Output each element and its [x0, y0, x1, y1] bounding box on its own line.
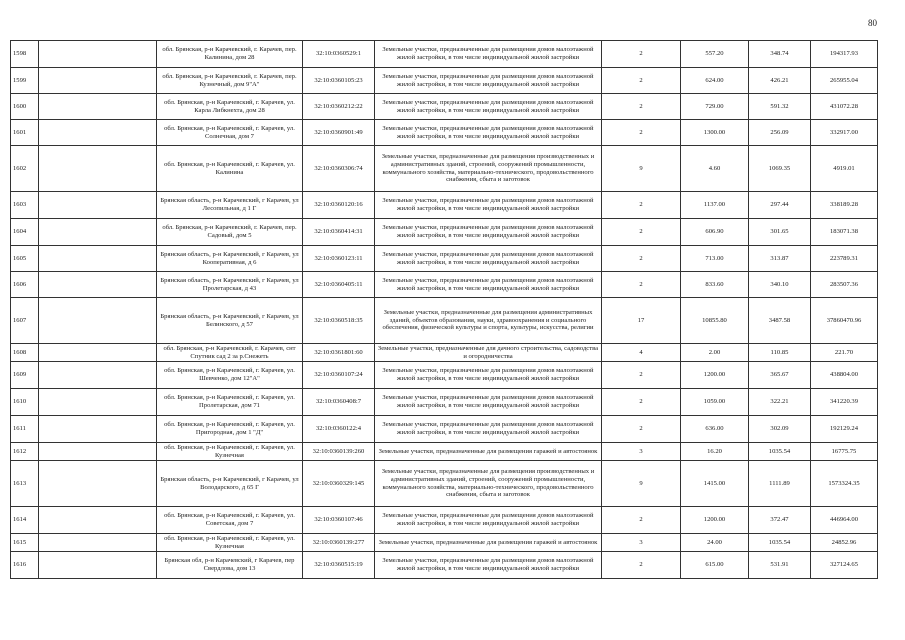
cadastral-value-cell: 221.70	[811, 344, 878, 362]
cadastral-value-cell: 223789.31	[811, 246, 878, 272]
cadastral-value-cell: 338189.28	[811, 192, 878, 219]
cadastral-number-cell: 32:10:0360529:1	[303, 41, 375, 68]
cadastral-value-cell: 1573324.35	[811, 461, 878, 507]
land-use-cell: Земельные участки, предназначенные для размещения домов малоэтажной жилой застройки, в том числе индивидуальной жилой застройки	[375, 68, 602, 94]
row-number: 1604	[11, 219, 39, 246]
cadastral-number-cell: 32:10:0360139:260	[303, 443, 375, 461]
group-cell: 2	[602, 362, 681, 389]
blank-cell	[39, 68, 157, 94]
address-cell: обл. Брянская, р-н Карачевский, г. Карачев, ул. Советская, дом 7	[157, 507, 303, 534]
land-use-cell: Земельные участки, предназначенные для размещения административных зданий, объектов образования, науки, здравоохранения и социального обеспечения, физической культуры и спорта, культуры, искусства, религии	[375, 298, 602, 344]
group-cell: 2	[602, 41, 681, 68]
area-cell: 2.00	[681, 344, 749, 362]
cadastral-value-cell: 283507.36	[811, 272, 878, 298]
table-row	[11, 534, 878, 552]
table-row	[11, 416, 878, 443]
cadastral-number-cell: 32:10:0361801:60	[303, 344, 375, 362]
cadastral-value-cell: 192129.24	[811, 416, 878, 443]
rate-cell: 372.47	[749, 507, 811, 534]
address-cell: обл. Брянская, р-н Карачевский, г. Карачев, снт Спутник сад 2 за р.Снежеть	[157, 344, 303, 362]
row-number: 1609	[11, 362, 39, 389]
address-cell: обл. Брянская, р-н Карачевский, г. Карачев, ул. Карла Либкнехта, дом 28	[157, 94, 303, 120]
table-row	[11, 461, 878, 507]
blank-cell	[39, 552, 157, 579]
land-use-cell: Земельные участки, предназначенные для размещения домов малоэтажной жилой застройки, в том числе индивидуальной жилой застройки	[375, 219, 602, 246]
cadastral-value-cell: 4919.01	[811, 146, 878, 192]
cadastral-value-cell: 183071.38	[811, 219, 878, 246]
cadastral-number-cell: 32:10:0360414:31	[303, 219, 375, 246]
address-cell: Брянская область, р-н Карачевский, г Карачев, ул Володарского, д 65 Г	[157, 461, 303, 507]
rate-cell: 1111.89	[749, 461, 811, 507]
table-row	[11, 389, 878, 416]
group-cell: 3	[602, 443, 681, 461]
land-parcel-table	[10, 40, 878, 579]
rate-cell: 531.91	[749, 552, 811, 579]
group-cell: 2	[602, 507, 681, 534]
cadastral-value-cell: 431072.28	[811, 94, 878, 120]
row-number: 1601	[11, 120, 39, 146]
cadastral-number-cell: 32:10:0360139:277	[303, 534, 375, 552]
area-cell: 624.00	[681, 68, 749, 94]
address-cell: Брянская область, р-н Карачевский, г Карачев, ул Белинского, д 57	[157, 298, 303, 344]
cadastral-number-cell: 32:10:0360123:11	[303, 246, 375, 272]
row-number: 1606	[11, 272, 39, 298]
area-cell: 1200.00	[681, 362, 749, 389]
area-cell: 615.00	[681, 552, 749, 579]
group-cell: 4	[602, 344, 681, 362]
table-row	[11, 120, 878, 146]
address-cell: обл. Брянская, р-н Карачевский, г. Карачев, ул. Кузнечная	[157, 443, 303, 461]
table-row	[11, 219, 878, 246]
blank-cell	[39, 146, 157, 192]
row-number: 1603	[11, 192, 39, 219]
group-cell: 9	[602, 461, 681, 507]
table-row	[11, 246, 878, 272]
blank-cell	[39, 443, 157, 461]
rate-cell: 3487.58	[749, 298, 811, 344]
land-use-cell: Земельные участки, предназначенные для дачного строительства, садоводства и огородничества	[375, 344, 602, 362]
rate-cell: 426.21	[749, 68, 811, 94]
cadastral-number-cell: 32:10:0360105:23	[303, 68, 375, 94]
land-use-cell: Земельные участки, предназначенные для размещения производственных и административных зданий, строений, сооружений промышленности, коммунального хозяйства, материально-технического, продовольственного снабжения, сбыта и заготовок	[375, 146, 602, 192]
table-row	[11, 272, 878, 298]
blank-cell	[39, 41, 157, 68]
land-use-cell: Земельные участки, предназначенные для размещения производственных и административных зданий, строений, сооружений промышленности, коммунального хозяйства, материально-технического, продовольственного снабжения, сбыта и заготовок	[375, 461, 602, 507]
rate-cell: 591.32	[749, 94, 811, 120]
cadastral-number-cell: 32:10:0360306:74	[303, 146, 375, 192]
row-number: 1614	[11, 507, 39, 534]
rate-cell: 1069.35	[749, 146, 811, 192]
cadastral-value-cell: 341220.39	[811, 389, 878, 416]
address-cell: обл. Брянская, р-н Карачевский, г. Карачев, ул. Пригородная, дом 1 "Д"	[157, 416, 303, 443]
land-use-cell: Земельные участки, предназначенные для размещения гаражей и автостоянок	[375, 443, 602, 461]
row-number: 1616	[11, 552, 39, 579]
address-cell: Брянская обл, р-н Карачевский, г Карачев, пер Свердлова, дом 13	[157, 552, 303, 579]
address-cell: обл. Брянская, р-н Карачевский, г. Карачев, ул. Солнечная, дом 7	[157, 120, 303, 146]
row-number: 1608	[11, 344, 39, 362]
rate-cell: 1035.54	[749, 443, 811, 461]
area-cell: 10855.80	[681, 298, 749, 344]
cadastral-number-cell: 32:10:0360408:7	[303, 389, 375, 416]
cadastral-number-cell: 32:10:0360901:49	[303, 120, 375, 146]
cadastral-value-cell: 327124.65	[811, 552, 878, 579]
cadastral-value-cell: 194317.93	[811, 41, 878, 68]
rate-cell: 365.67	[749, 362, 811, 389]
blank-cell	[39, 461, 157, 507]
table-row	[11, 41, 878, 68]
land-use-cell: Земельные участки, предназначенные для размещения домов малоэтажной жилой застройки, в том числе индивидуальной жилой застройки	[375, 272, 602, 298]
rate-cell: 301.65	[749, 219, 811, 246]
row-number: 1615	[11, 534, 39, 552]
rate-cell: 302.09	[749, 416, 811, 443]
table-row	[11, 362, 878, 389]
row-number: 1611	[11, 416, 39, 443]
row-number: 1602	[11, 146, 39, 192]
blank-cell	[39, 362, 157, 389]
area-cell: 16.20	[681, 443, 749, 461]
group-cell: 17	[602, 298, 681, 344]
area-cell: 1300.00	[681, 120, 749, 146]
rate-cell: 1035.54	[749, 534, 811, 552]
blank-cell	[39, 192, 157, 219]
row-number: 1600	[11, 94, 39, 120]
table-row	[11, 507, 878, 534]
cadastral-value-cell: 37860470.96	[811, 298, 878, 344]
group-cell: 2	[602, 246, 681, 272]
blank-cell	[39, 120, 157, 146]
group-cell: 3	[602, 534, 681, 552]
row-number: 1599	[11, 68, 39, 94]
blank-cell	[39, 389, 157, 416]
row-number: 1598	[11, 41, 39, 68]
address-cell: Брянская область, р-н Карачевский, г Карачев, ул Кооперативная, д 6	[157, 246, 303, 272]
row-number: 1610	[11, 389, 39, 416]
table-row	[11, 146, 878, 192]
address-cell: Брянская область, р-н Карачевский, г Карачев, ул Лесопильная, д 1 Г	[157, 192, 303, 219]
blank-cell	[39, 416, 157, 443]
cadastral-number-cell: 32:10:0360107:46	[303, 507, 375, 534]
blank-cell	[39, 219, 157, 246]
area-cell: 606.90	[681, 219, 749, 246]
address-cell: обл. Брянская, р-н Карачевский, г. Карачев, пер. Калинина, дом 28	[157, 41, 303, 68]
land-use-cell: Земельные участки, предназначенные для размещения гаражей и автостоянок	[375, 534, 602, 552]
land-use-cell: Земельные участки, предназначенные для размещения домов малоэтажной жилой застройки, в том числе индивидуальной жилой застройки	[375, 416, 602, 443]
blank-cell	[39, 534, 157, 552]
group-cell: 2	[602, 416, 681, 443]
address-cell: обл. Брянская, р-н Карачевский, г. Карачев, пер. Кузнечный, дом 9"А"	[157, 68, 303, 94]
cadastral-number-cell: 32:10:0360122:4	[303, 416, 375, 443]
cadastral-number-cell: 32:10:0360405:11	[303, 272, 375, 298]
address-cell: обл. Брянская, р-н Карачевский, г. Карачев, ул. Кузнечная	[157, 534, 303, 552]
cadastral-value-cell: 446964.00	[811, 507, 878, 534]
blank-cell	[39, 344, 157, 362]
table-row	[11, 298, 878, 344]
blank-cell	[39, 298, 157, 344]
rate-cell: 322.21	[749, 389, 811, 416]
row-number: 1613	[11, 461, 39, 507]
table-row	[11, 68, 878, 94]
area-cell: 1137.00	[681, 192, 749, 219]
cadastral-value-cell: 16775.75	[811, 443, 878, 461]
table-row	[11, 443, 878, 461]
group-cell: 2	[602, 68, 681, 94]
table-row	[11, 552, 878, 579]
rate-cell: 256.09	[749, 120, 811, 146]
blank-cell	[39, 94, 157, 120]
group-cell: 2	[602, 552, 681, 579]
group-cell: 2	[602, 219, 681, 246]
cadastral-value-cell: 265955.04	[811, 68, 878, 94]
rate-cell: 297.44	[749, 192, 811, 219]
blank-cell	[39, 246, 157, 272]
area-cell: 4.60	[681, 146, 749, 192]
group-cell: 2	[602, 192, 681, 219]
land-use-cell: Земельные участки, предназначенные для размещения домов малоэтажной жилой застройки, в том числе индивидуальной жилой застройки	[375, 389, 602, 416]
group-cell: 2	[602, 389, 681, 416]
blank-cell	[39, 507, 157, 534]
row-number: 1612	[11, 443, 39, 461]
land-use-cell: Земельные участки, предназначенные для размещения домов малоэтажной жилой застройки, в том числе индивидуальной жилой застройки	[375, 552, 602, 579]
land-use-cell: Земельные участки, предназначенные для размещения домов малоэтажной жилой застройки, в том числе индивидуальной жилой застройки	[375, 120, 602, 146]
page-number: 80	[868, 18, 877, 28]
rate-cell: 348.74	[749, 41, 811, 68]
land-use-cell: Земельные участки, предназначенные для размещения домов малоэтажной жилой застройки, в том числе индивидуальной жилой застройки	[375, 41, 602, 68]
cadastral-number-cell: 32:10:0360515:19	[303, 552, 375, 579]
cadastral-number-cell: 32:10:0360212:22	[303, 94, 375, 120]
address-cell: обл. Брянская, р-н Карачевский, г. Карачев, ул. Шевченко, дом 12"А"	[157, 362, 303, 389]
cadastral-number-cell: 32:10:0360518:35	[303, 298, 375, 344]
row-number: 1607	[11, 298, 39, 344]
blank-cell	[39, 272, 157, 298]
address-cell: обл. Брянская, р-н Карачевский, г. Карачев, ул. Пролетарская, дом 71	[157, 389, 303, 416]
area-cell: 729.00	[681, 94, 749, 120]
area-cell: 636.00	[681, 416, 749, 443]
cadastral-value-cell: 438804.00	[811, 362, 878, 389]
area-cell: 557.20	[681, 41, 749, 68]
cadastral-value-cell: 24852.96	[811, 534, 878, 552]
area-cell: 1059.00	[681, 389, 749, 416]
area-cell: 1200.00	[681, 507, 749, 534]
cadastral-number-cell: 32:10:0360107:24	[303, 362, 375, 389]
table-row	[11, 192, 878, 219]
group-cell: 2	[602, 272, 681, 298]
address-cell: Брянская область, р-н Карачевский, г Карачев, ул Пролетарская, д 43	[157, 272, 303, 298]
table-row	[11, 94, 878, 120]
cadastral-value-cell: 332917.00	[811, 120, 878, 146]
rate-cell: 340.10	[749, 272, 811, 298]
area-cell: 24.00	[681, 534, 749, 552]
group-cell: 2	[602, 120, 681, 146]
land-use-cell: Земельные участки, предназначенные для размещения домов малоэтажной жилой застройки, в том числе индивидуальной жилой застройки	[375, 192, 602, 219]
land-use-cell: Земельные участки, предназначенные для размещения домов малоэтажной жилой застройки, в том числе индивидуальной жилой застройки	[375, 362, 602, 389]
address-cell: обл. Брянская, р-н Карачевский, г. Карачев, ул. Калинина	[157, 146, 303, 192]
land-use-cell: Земельные участки, предназначенные для размещения домов малоэтажной жилой застройки, в том числе индивидуальной жилой застройки	[375, 94, 602, 120]
area-cell: 713.00	[681, 246, 749, 272]
rate-cell: 313.87	[749, 246, 811, 272]
row-number: 1605	[11, 246, 39, 272]
land-use-cell: Земельные участки, предназначенные для размещения домов малоэтажной жилой застройки, в том числе индивидуальной жилой застройки	[375, 507, 602, 534]
cadastral-number-cell: 32:10:0360329:145	[303, 461, 375, 507]
rate-cell: 110.85	[749, 344, 811, 362]
group-cell: 9	[602, 146, 681, 192]
group-cell: 2	[602, 94, 681, 120]
area-cell: 833.60	[681, 272, 749, 298]
table-row	[11, 344, 878, 362]
cadastral-number-cell: 32:10:0360120:16	[303, 192, 375, 219]
area-cell: 1415.00	[681, 461, 749, 507]
land-use-cell: Земельные участки, предназначенные для размещения домов малоэтажной жилой застройки, в том числе индивидуальной жилой застройки	[375, 246, 602, 272]
address-cell: обл. Брянская, р-н Карачевский, г. Карачев, пер. Садовый, дом 5	[157, 219, 303, 246]
